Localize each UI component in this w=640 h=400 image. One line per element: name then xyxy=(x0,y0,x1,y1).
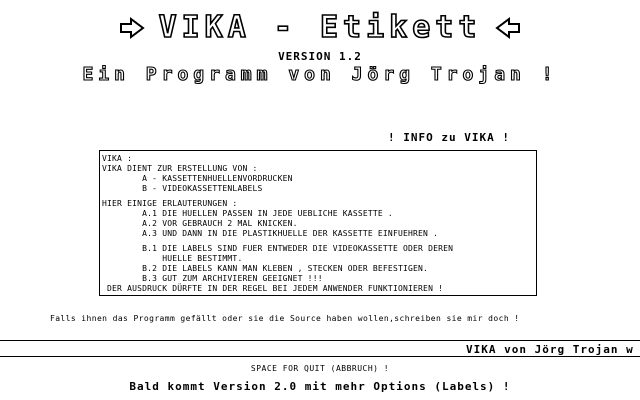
feedback-note: Falls ihnen das Programm gefällt oder sie die Source haben wollen,schreiben sie mir doch ! xyxy=(50,314,520,323)
info-line: HIER EINIGE ERLAUTERUNGEN : xyxy=(102,199,238,208)
info-line: VIKA : xyxy=(102,154,133,163)
info-line: VIKA DIENT ZUR ERSTELLUNG VON : xyxy=(102,164,258,173)
info-line: DER AUSDRUCK DÜRFTE IN DER REGEL BEI JEDEM ANWENDER FUNKTIONIEREN ! xyxy=(102,284,444,293)
app-title: VIKA - Etikett xyxy=(158,10,482,45)
info-line: A.3 UND DANN IN DIE PLASTIKHUELLE DER KASSETTE EINFUEHREN . xyxy=(102,229,439,238)
author-subtitle: Ein Programm von Jörg Trojan ! xyxy=(82,64,558,85)
quit-hint[interactable]: SPACE FOR QUIT (ABBRUCH) ! xyxy=(250,364,390,373)
marquee-top-rule xyxy=(0,340,640,341)
info-line: B.3 GUT ZUM ARCHIVIEREN GEEIGNET !!! xyxy=(102,274,323,283)
info-heading: ! INFO zu VIKA ! xyxy=(388,131,510,144)
title-row xyxy=(0,10,640,46)
info-line: B - VIDEOKASSETTENLABELS xyxy=(102,184,263,193)
arrow-right-icon xyxy=(119,17,145,39)
info-line: A.1 DIE HUELLEN PASSEN IN JEDE UEBLICHE KASSETTE . xyxy=(102,209,393,218)
info-line: B.2 DIE LABELS KANN MAN KLEBEN , STECKEN ODER BEFESTIGEN. xyxy=(102,264,429,273)
arrow-left-icon xyxy=(495,17,521,39)
scrolling-marquee: VIKA von Jörg Trojan w xyxy=(466,343,634,356)
version-label: VERSION 1.2 xyxy=(278,50,362,63)
info-line: A - KASSETTENHUELLENVORDRUCKEN xyxy=(102,174,293,183)
marquee-bottom-rule xyxy=(0,356,640,357)
info-line: HUELLE BESTIMMT. xyxy=(102,254,243,263)
info-line: B.1 DIE LABELS SIND FUER ENTWEDER DIE VIDEOKASSETTE ODER DEREN xyxy=(102,244,454,253)
upcoming-version-note: Bald kommt Version 2.0 mit mehr Options (Labels) ! xyxy=(129,380,511,393)
info-line: A.2 VOR GEBRAUCH 2 MAL KNICKEN. xyxy=(102,219,298,228)
info-box xyxy=(99,150,537,296)
